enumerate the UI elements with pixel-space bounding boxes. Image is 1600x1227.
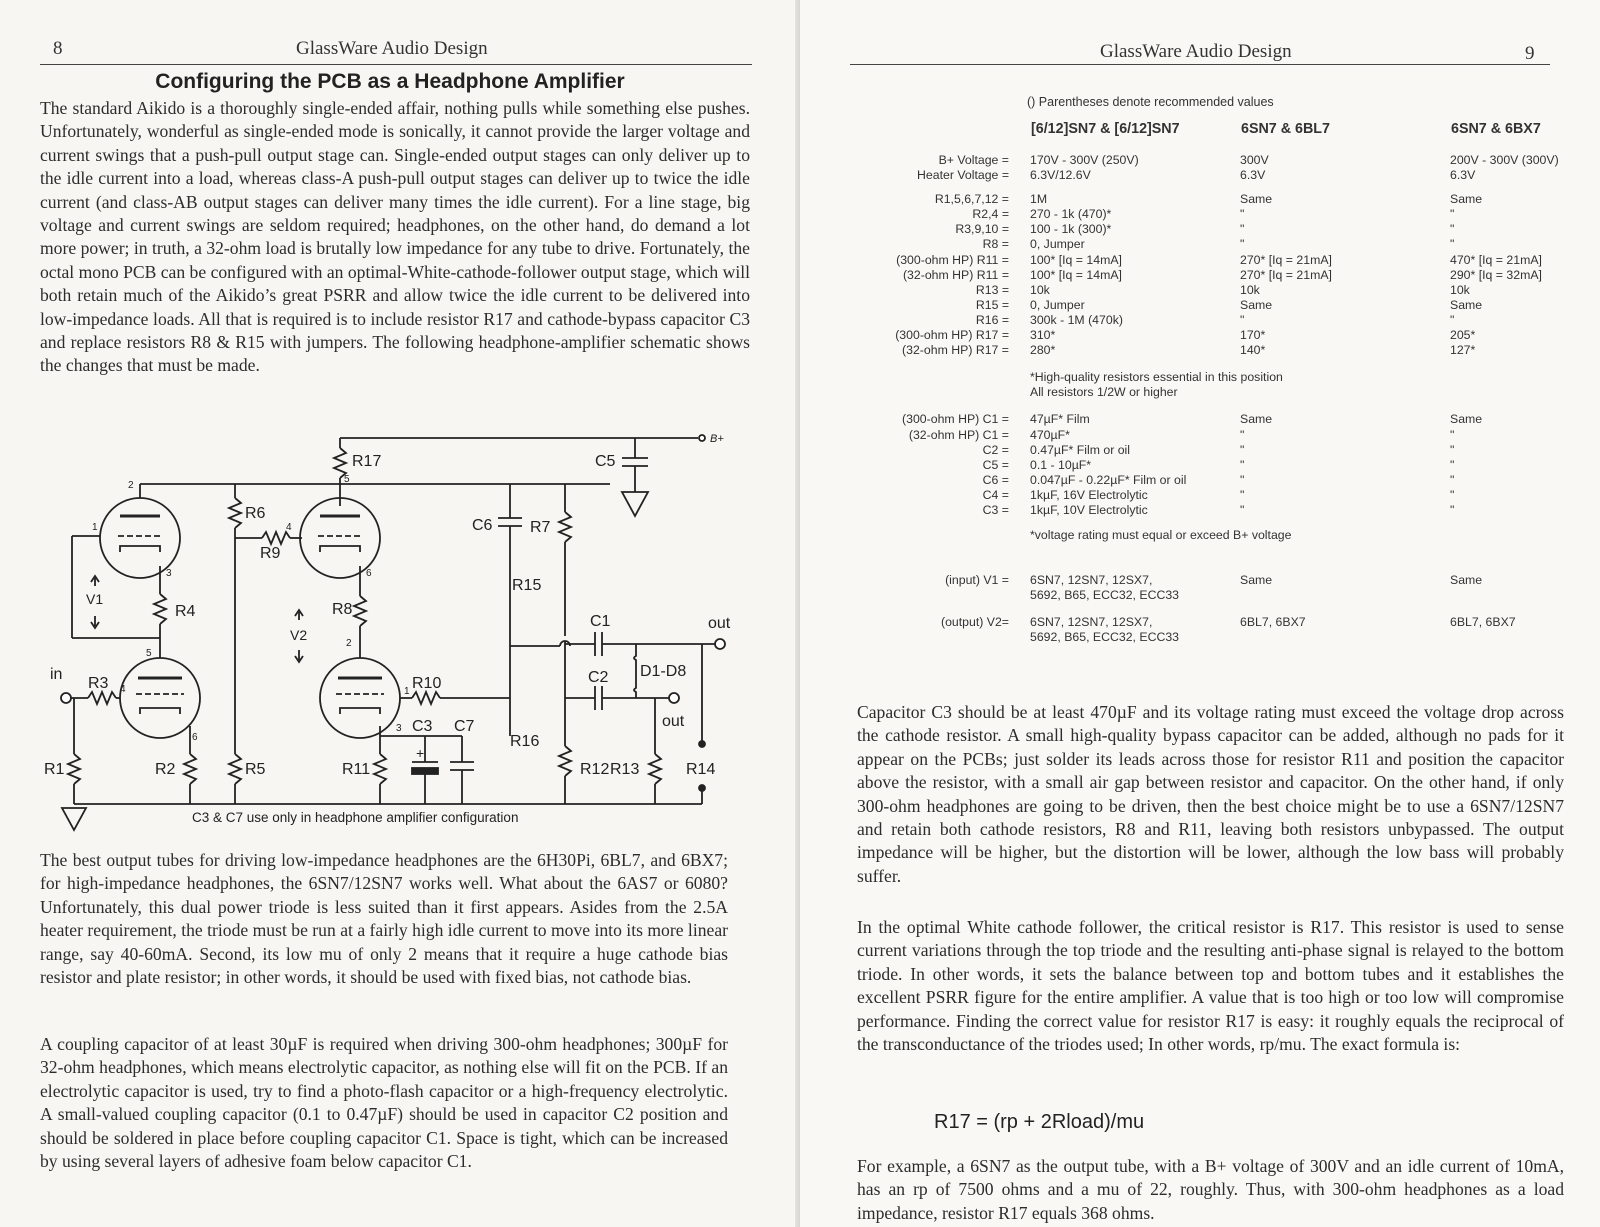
group3-row [857,458,1559,473]
group2-v3: Same [1450,297,1483,312]
group2-v2: 10k [1240,282,1260,297]
pin3b-label: 3 [396,723,402,734]
group3-label: C5 = [982,457,1009,472]
group2-label: R3,9,10 = [955,222,1009,237]
section-title: Configuring the PCB as a Headphone Amplifier [155,70,625,93]
page-number-right: 9 [1525,43,1535,64]
group3-v3: " [1450,472,1455,487]
group2-v1: 310* [1030,328,1056,343]
group4-label: (input) V1 = [945,573,1009,588]
group2-v3: 205* [1450,328,1476,343]
group2-v3: 470* [Iq = 21mA] [1450,252,1542,267]
pin2-label: 2 [128,480,134,491]
group3-v2: " [1240,457,1245,472]
group2-v2: Same [1240,192,1273,207]
group3-row [857,412,1559,427]
group2-label: R15 = [975,297,1009,312]
group2-v3: " [1450,312,1455,327]
group2-v3: " [1450,237,1455,252]
schematic-caption: C3 & C7 use only in headphone amplifier configuration [192,810,519,825]
v1-label: V1 [86,591,104,607]
resistor-note-2: All resistors 1/2W or higher [1030,385,1178,400]
r17-formula: R17 = (rp + 2Rload)/mu [934,1111,1145,1133]
group2-v2: 170* [1240,328,1266,343]
group3-v2: " [1240,472,1245,487]
group3-label: (300-ohm HP) C1 = [902,412,1009,427]
white-cf-paragraph: In the optimal White cathode follower, the critical resistor is R17. This resistor is used to sense current variations through the top triode and the resulting anti-phase signal is relayed to the bottom triode. In other words, it sets the balance between top and bottom tubes and it establishes the excellent PSRR figure for the entire amplifier. A value that is too high or too low will compromise performance. Finding the correct value for resistor R17 is easy: it roughly equals the reciprocal of the transconductance of the triodes used; In other words, rp/mu. The exact formula is: [857,917,1564,1055]
r11-label: R11 [342,761,371,778]
r16-label: R16 [510,733,540,750]
r2-label: R2 [155,761,176,778]
group2-row [857,328,1559,343]
pin4b-label: 4 [286,522,292,533]
intro-paragraph: The standard Aikido is a thoroughly single-ended affair, nothing pulls while something else pushes. Unfortunately, wonderful as single-ended mode is sonically, it cannot provide the larger voltage and current swings that a push-pull output stage can. Single-ended output stages can only deliver up to the idle current into a load, whereas class-A push-pull output stages can deliver up to twice the idle current (and class-AB output stages can deliver many times the idle current). For a line stage, big voltage and current swings are seldom required; headphones, on the other hand, do demand a lot more power; in truth, a 32-ohm load is brutally low impedance for any tube to drive. Fortunately, the octal mono PCB can be configured with an optimal-White-cathode-follower output stage, which will both retain much of the Aikido’s great PSRR and allow twice the idle current to be delivered into low-impedance loads. All that is required is to include resistor R17 and cathode-bypass capacitor C3 and replace resistors R8 & R15 with jumpers. The following headphone-amplifier schematic shows the changes that must be made. [40,98,750,376]
group4-v3: Same [1450,573,1483,588]
group3-row [857,488,1559,503]
group3-v1: 0.47µF* Film or oil [1030,442,1131,457]
group3-v2: " [1240,427,1245,442]
out1-label: out [708,615,731,632]
group3-label: C6 = [982,472,1009,487]
group4-v3: 6BL7, 6BX7 [1450,615,1516,630]
headphone-amp-schematic [40,426,760,846]
group2-label: R1,5,6,7,12 = [934,192,1009,207]
group1-label: Heater Voltage = [917,168,1009,183]
group3-v1: 470µF* [1030,427,1070,442]
group3-label: (32-ohm HP) C1 = [908,427,1009,442]
group2-v1: 100* [Iq = 14mA] [1030,252,1122,267]
group3-row [857,428,1559,443]
group3-v1: 1kµF, 10V Electrolytic [1030,502,1148,517]
out2-label: out [662,713,685,730]
r13-label: R13 [610,761,640,778]
c3-label: C3 [412,718,433,735]
col-header-2: 6SN7 & 6BL7 [1241,121,1330,137]
group4-v1: 6SN7, 12SN7, 12SX7, 5692, B65, ECC32, ECC33 [1030,573,1180,603]
group2-label: R13 = [975,282,1009,297]
group2-v3: " [1450,222,1455,237]
r1-label: R1 [44,761,65,778]
group1-v3: 6.3V [1450,168,1476,183]
group1-row [857,153,1559,168]
group2-v1: 0, Jumper [1030,237,1085,252]
c6-label: C6 [472,517,493,534]
r5-label: R5 [245,761,266,778]
group3-label: C4 = [982,487,1009,502]
group2-v1: 100 - 1k (300)* [1030,222,1112,237]
running-header-right: GlassWare Audio Design [1100,41,1292,62]
group1-v3: 200V - 300V (300V) [1450,153,1559,167]
v2-label: V2 [290,627,308,643]
group2-row [857,192,1559,207]
group2-v3: Same [1450,192,1483,207]
voltage-note: *voltage rating must equal or exceed B+ voltage [1030,528,1292,543]
group3-row [857,503,1559,518]
group2-v1: 300k - 1M (470k) [1030,312,1123,327]
running-header-left: GlassWare Audio Design [296,38,488,59]
r8-label: R8 [332,601,353,618]
group4-v2: 6BL7, 6BX7 [1240,615,1306,630]
c1-label: C1 [590,613,611,630]
col-header-3: 6SN7 & 6BX7 [1451,121,1541,137]
group3-v3: " [1450,487,1455,502]
group2-row [857,268,1559,283]
group2-label: R8 = [982,237,1009,252]
group2-label: R2,4 = [972,207,1009,222]
group2-v1: 280* [1030,343,1056,358]
r17-label: R17 [352,453,382,470]
group2-v2: " [1240,222,1245,237]
group1-v1: 170V - 300V (250V) [1030,153,1139,167]
pin6b-label: 6 [366,568,372,579]
group3-label: C3 = [982,502,1009,517]
group2-v3: 290* [Iq = 32mA] [1450,267,1542,282]
group4-row [857,615,1559,645]
pin6-label: 6 [192,732,198,743]
c5-label: C5 [595,453,616,470]
group3-row [857,443,1559,458]
group4-v1: 6SN7, 12SN7, 12SX7, 5692, B65, ECC32, ECC33 [1030,615,1180,645]
resistor-note-1: *High-quality resistors essential in this position [1030,370,1283,385]
c7-label: C7 [454,718,475,735]
group2-v2: 270* [Iq = 21mA] [1240,267,1332,282]
group2-v1: 270 - 1k (470)* [1030,207,1112,222]
group2-label: (32-ohm HP) R11 = [902,267,1009,282]
component-table [857,120,1559,646]
group4-v2: Same [1240,573,1273,588]
group2-row [857,313,1559,328]
tubes-paragraph: The best output tubes for driving low-impedance headphones are the 6H30Pi, 6BL7, and 6BX7; for high-impedance headphones, the 6SN7/12SN7 works well. What about the 6AS7 or 6080? Unfortunately, this dual power triode is less suited than it first appears. Asides from the 2.5A heater requirement, the triode must be run at a fairly high idle current to move into its more linear range, say 40-60mA. Second, its low mu of only 2 means that it require a huge cathode bias resistor and plate resistor; in other words, it should be used with fixed bias, not cathode bias. [40,850,728,988]
group2-row [857,222,1559,237]
group2-v2: 270* [Iq = 21mA] [1240,252,1332,267]
group4-label: (output) V2= [940,615,1009,630]
r10-label: R10 [412,675,442,692]
in-label: in [50,666,63,683]
group3-v3: " [1450,427,1455,442]
group2-v2: " [1240,207,1245,222]
group2-v2: " [1240,237,1245,252]
r7-label: R7 [530,519,551,536]
group3-v2: " [1240,502,1245,517]
group2-v2: 140* [1240,343,1266,358]
group2-v2: Same [1240,297,1273,312]
coupling-paragraph: A coupling capacitor of at least 30µF is required when driving 300-ohm headphones; 300µF for 32-ohm headphones, which means electrolytic capacitor, as nothing else will fit on the PCB. If an electrolytic capacitor is used, try to find a photo-flash capacitor or a high-frequency electrolytic. A small-valued coupling capacitor (0.1 to 0.47µF) should be used in capacitor C2 position and should be soldered in place before coupling capacitor C1. Space is tight, which can be increased by using several layers of adhesive foam below capacitor C1. [40,1034,728,1172]
r9-label: R9 [260,545,281,562]
bplus-label: B+ [710,433,724,445]
pin4-label: 4 [120,684,126,695]
r3-label: R3 [88,675,109,692]
r4-label: R4 [175,603,196,620]
col-header-1: [6/12]SN7 & [6/12]SN7 [1031,121,1180,137]
group2-v3: 10k [1450,282,1470,297]
svg-text:+: + [416,745,425,761]
group3-v3: " [1450,502,1455,517]
group2-v1: 100* [Iq = 14mA] [1030,267,1122,282]
parens-note: () Parentheses denote recommended values [1027,95,1274,109]
pin1b-label: 1 [404,686,410,697]
group1-label: B+ Voltage = [938,153,1009,167]
group2-label: (300-ohm HP) R11 = [896,252,1009,267]
c3-paragraph: Capacitor C3 should be at least 470µF and its voltage rating must exceed the voltage drop across the cathode resistor. A small high-quality bypass capacitor can be added, although no pads for it appear on the PCBs; just solder its leads across those for resistor R11 and position the capacitor above the resistor, with a small air gap between resistor and capacitor. On the other hand, if only 300-ohm headphones are going to be driven, then the best choice might be to use a 6SN7/12SN7 and retain both cathode resistors, R8 and R11, leaving both resistors unbypassed. The output impedance will be higher, but the distortion will be lower, although the low bass will probably suffer. [857,702,1564,886]
group2-row [857,283,1559,298]
group2-v1: 10k [1030,282,1050,297]
group3-v2: " [1240,442,1245,457]
group2-label: R16 = [975,312,1009,327]
d1d8-label: D1-D8 [640,663,687,680]
group3-v2: Same [1240,412,1273,427]
group2-v2: " [1240,312,1245,327]
pin1-label: 1 [92,522,98,533]
pin5b-label: 5 [344,474,350,485]
r12-label: R12 [580,761,610,778]
group1-row [857,168,1559,183]
pin2b-label: 2 [346,638,352,649]
group2-v3: " [1450,207,1455,222]
group3-v2: " [1240,487,1245,502]
group3-v1: 0.1 - 10µF* [1030,457,1092,472]
group3-v1: 47µF* Film [1030,412,1090,427]
group1-v1: 6.3V/12.6V [1030,168,1091,183]
pin3-label: 3 [166,568,172,579]
group3-v1: 0.047µF - 0.22µF* Film or oil [1030,472,1187,487]
group3-v3: Same [1450,412,1483,427]
group2-row [857,298,1559,313]
group4-row [857,573,1559,603]
r6-label: R6 [245,505,266,522]
group3-label: C2 = [982,442,1009,457]
group2-row [857,207,1559,222]
header-rule-left [40,64,752,65]
group2-row [857,343,1559,358]
group2-label: (300-ohm HP) R17 = [895,328,1009,343]
group2-row [857,237,1559,252]
pin5-label: 5 [146,648,152,659]
group1-v2: 6.3V [1240,168,1266,183]
page-number-left: 8 [53,38,63,59]
c2-label: C2 [588,669,609,686]
group3-v3: " [1450,442,1455,457]
group3-v1: 1kµF, 16V Electrolytic [1030,487,1148,502]
group3-row [857,473,1559,488]
header-rule-right [850,64,1550,65]
r15-label: R15 [512,577,542,594]
group2-v1: 0, Jumper [1030,297,1085,312]
group3-v3: " [1450,457,1455,472]
r14-label: R14 [686,761,716,778]
group2-label: (32-ohm HP) R17 = [902,343,1009,358]
group2-v1: 1M [1030,192,1048,207]
group2-v3: 127* [1450,343,1476,358]
group1-v2: 300V [1240,153,1269,167]
group2-row [857,253,1559,268]
example-paragraph: For example, a 6SN7 as the output tube, with a B+ voltage of 300V and an idle current of 10mA, has an rp of 7500 ohms and a mu of 22, roughly. Thus, with 300-ohm headphones as a load impedance, resistor R17 equals 368 ohms. [857,1156,1564,1223]
